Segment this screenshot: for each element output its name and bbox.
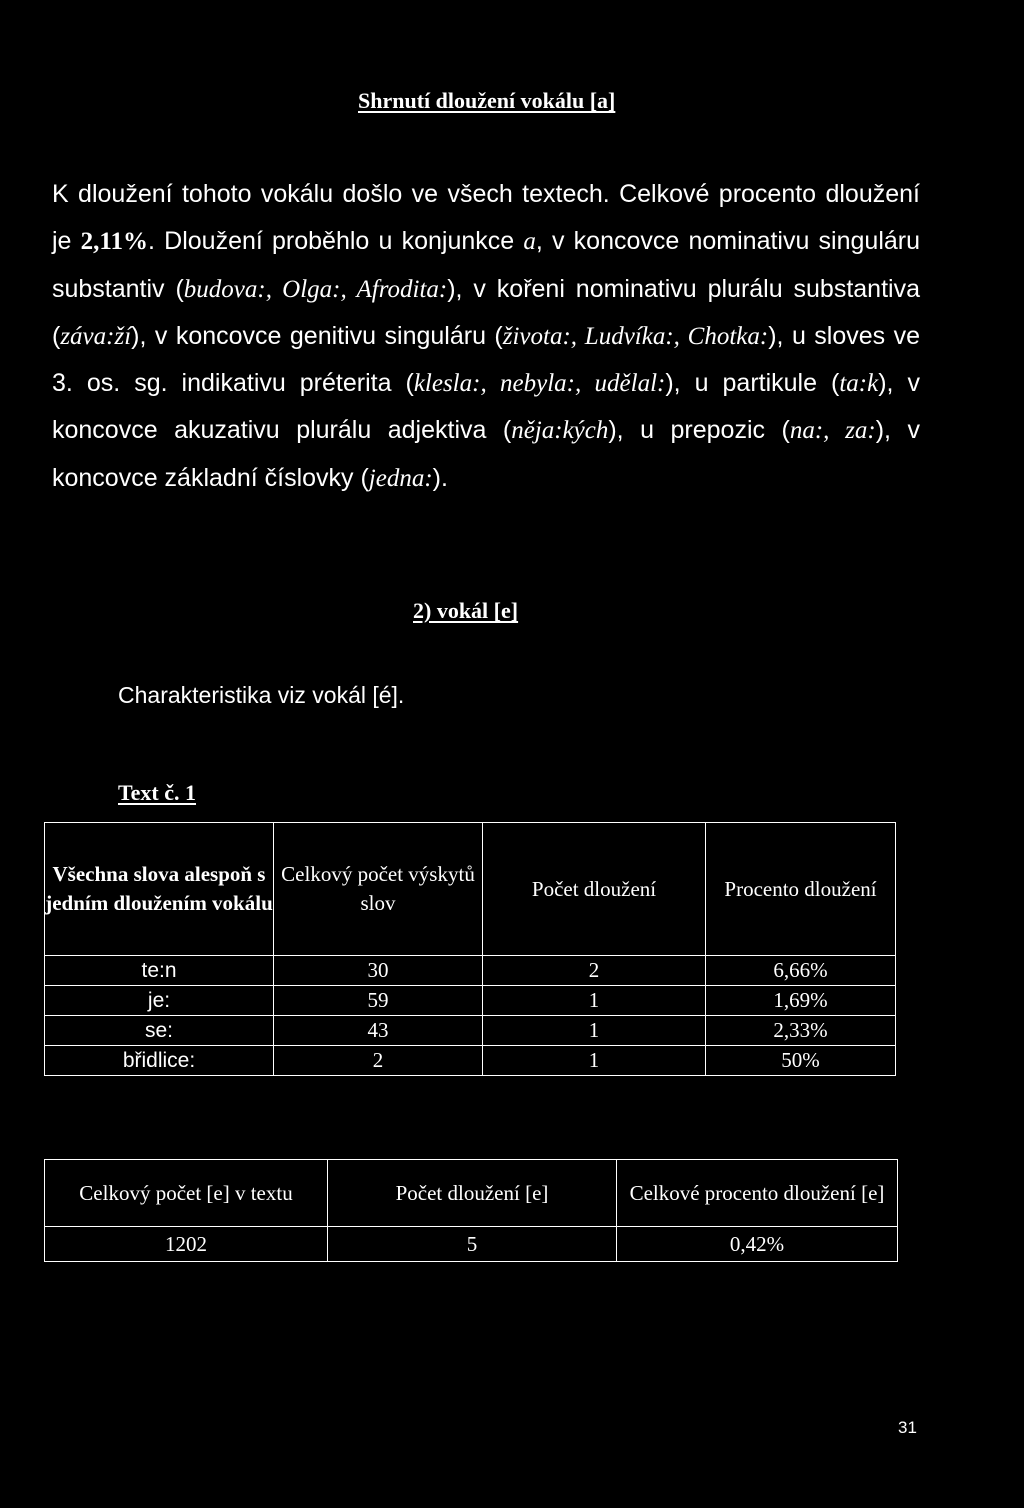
- cell-count: 1: [483, 1046, 706, 1076]
- cell-total: 59: [274, 986, 483, 1016]
- para-example: na:, za:: [789, 417, 876, 445]
- table-header-row: [45, 823, 896, 956]
- para-text: ), v kořeni nominativu plurálu substantiva (: [52, 274, 920, 350]
- para-text: ), v koncovce základní číslovky (: [52, 416, 920, 492]
- para-example: něja:kých: [511, 417, 609, 445]
- cell-count: 1: [483, 1016, 706, 1046]
- characteristics-note: Charakteristika viz vokál [é].: [118, 682, 405, 708]
- table-row: [45, 986, 896, 1016]
- cell-percent-e: 0,42%: [617, 1227, 898, 1262]
- para-text: ), v koncovce genitivu singuláru (: [131, 321, 503, 350]
- header-all-words: Všechna slova alespoň s jedním dloužením vokálu: [45, 823, 274, 956]
- subheading-text-1: Text č. 1: [118, 780, 197, 805]
- header-lengthening-count: Počet dloužení: [483, 823, 706, 956]
- para-example: budova:, Olga:, Afrodita:: [183, 275, 448, 303]
- cell-word: te:n: [45, 956, 274, 986]
- para-example: klesla:, nebyla:, udělal:: [413, 370, 666, 398]
- cell-word: břidlice:: [45, 1046, 274, 1076]
- table-header-row: [45, 1160, 898, 1227]
- cell-total: 30: [274, 956, 483, 986]
- header-total-percent-e: Celkové procento dloužení [e]: [617, 1160, 898, 1227]
- cell-count: 1: [483, 986, 706, 1016]
- para-text: . Dloužení proběhlo u konjunkce: [148, 227, 524, 256]
- cell-percent: 6,66%: [706, 956, 896, 986]
- cell-count: 2: [483, 956, 706, 986]
- para-text: ), v koncovce akuzativu plurálu adjektiva (: [52, 369, 920, 445]
- cell-word: se:: [45, 1016, 274, 1046]
- cell-total-e: 1202: [45, 1227, 328, 1262]
- para-text: , v koncovce nominativu singuláru substantiv (: [52, 227, 921, 303]
- cell-percent: 50%: [706, 1046, 896, 1076]
- para-example: jedna:: [368, 464, 433, 492]
- section-heading-vowel-e: 2) vokál [e]: [413, 598, 519, 623]
- header-lengthening-e: Počet dloužení [e]: [328, 1160, 617, 1227]
- table-total-summary: [44, 1159, 898, 1262]
- table-row: [45, 1016, 896, 1046]
- para-example: a: [523, 228, 536, 256]
- para-percent: 2,11%: [80, 228, 149, 256]
- para-example: záva:ží: [60, 322, 132, 350]
- page-number: 31: [898, 1418, 917, 1437]
- table-row: [45, 1227, 898, 1262]
- table-row: [45, 1046, 896, 1076]
- table-row: [45, 956, 896, 986]
- cell-percent: 2,33%: [706, 1016, 896, 1046]
- summary-paragraph: [52, 171, 920, 502]
- header-total-e: Celkový počet [e] v textu: [45, 1160, 328, 1227]
- cell-word: je:: [45, 986, 274, 1016]
- para-example: ta:k: [839, 370, 879, 398]
- header-lengthening-percent: Procento dloužení: [706, 823, 896, 956]
- cell-total: 43: [274, 1016, 483, 1046]
- section-heading-summary: Shrnutí dloužení vokálu [a]: [358, 88, 616, 113]
- table-lengthening-words: [44, 822, 896, 1076]
- cell-percent: 1,69%: [706, 986, 896, 1016]
- para-text: ), u prepozic (: [608, 416, 790, 445]
- para-example: života:, Ludvíka:, Chotka:: [502, 322, 769, 350]
- para-text: K dloužení tohoto vokálu došlo ve všech textech. Celkové procento dloužení je: [52, 180, 920, 256]
- cell-total: 2: [274, 1046, 483, 1076]
- para-text: ).: [432, 463, 448, 492]
- cell-lengthening-e: 5: [328, 1227, 617, 1262]
- header-total-occurrences: Celkový počet výskytů slov: [274, 823, 483, 956]
- para-text: ), u sloves ve 3. os. sg. indikativu préterita (: [52, 321, 921, 398]
- para-text: ), u partikule (: [665, 369, 840, 398]
